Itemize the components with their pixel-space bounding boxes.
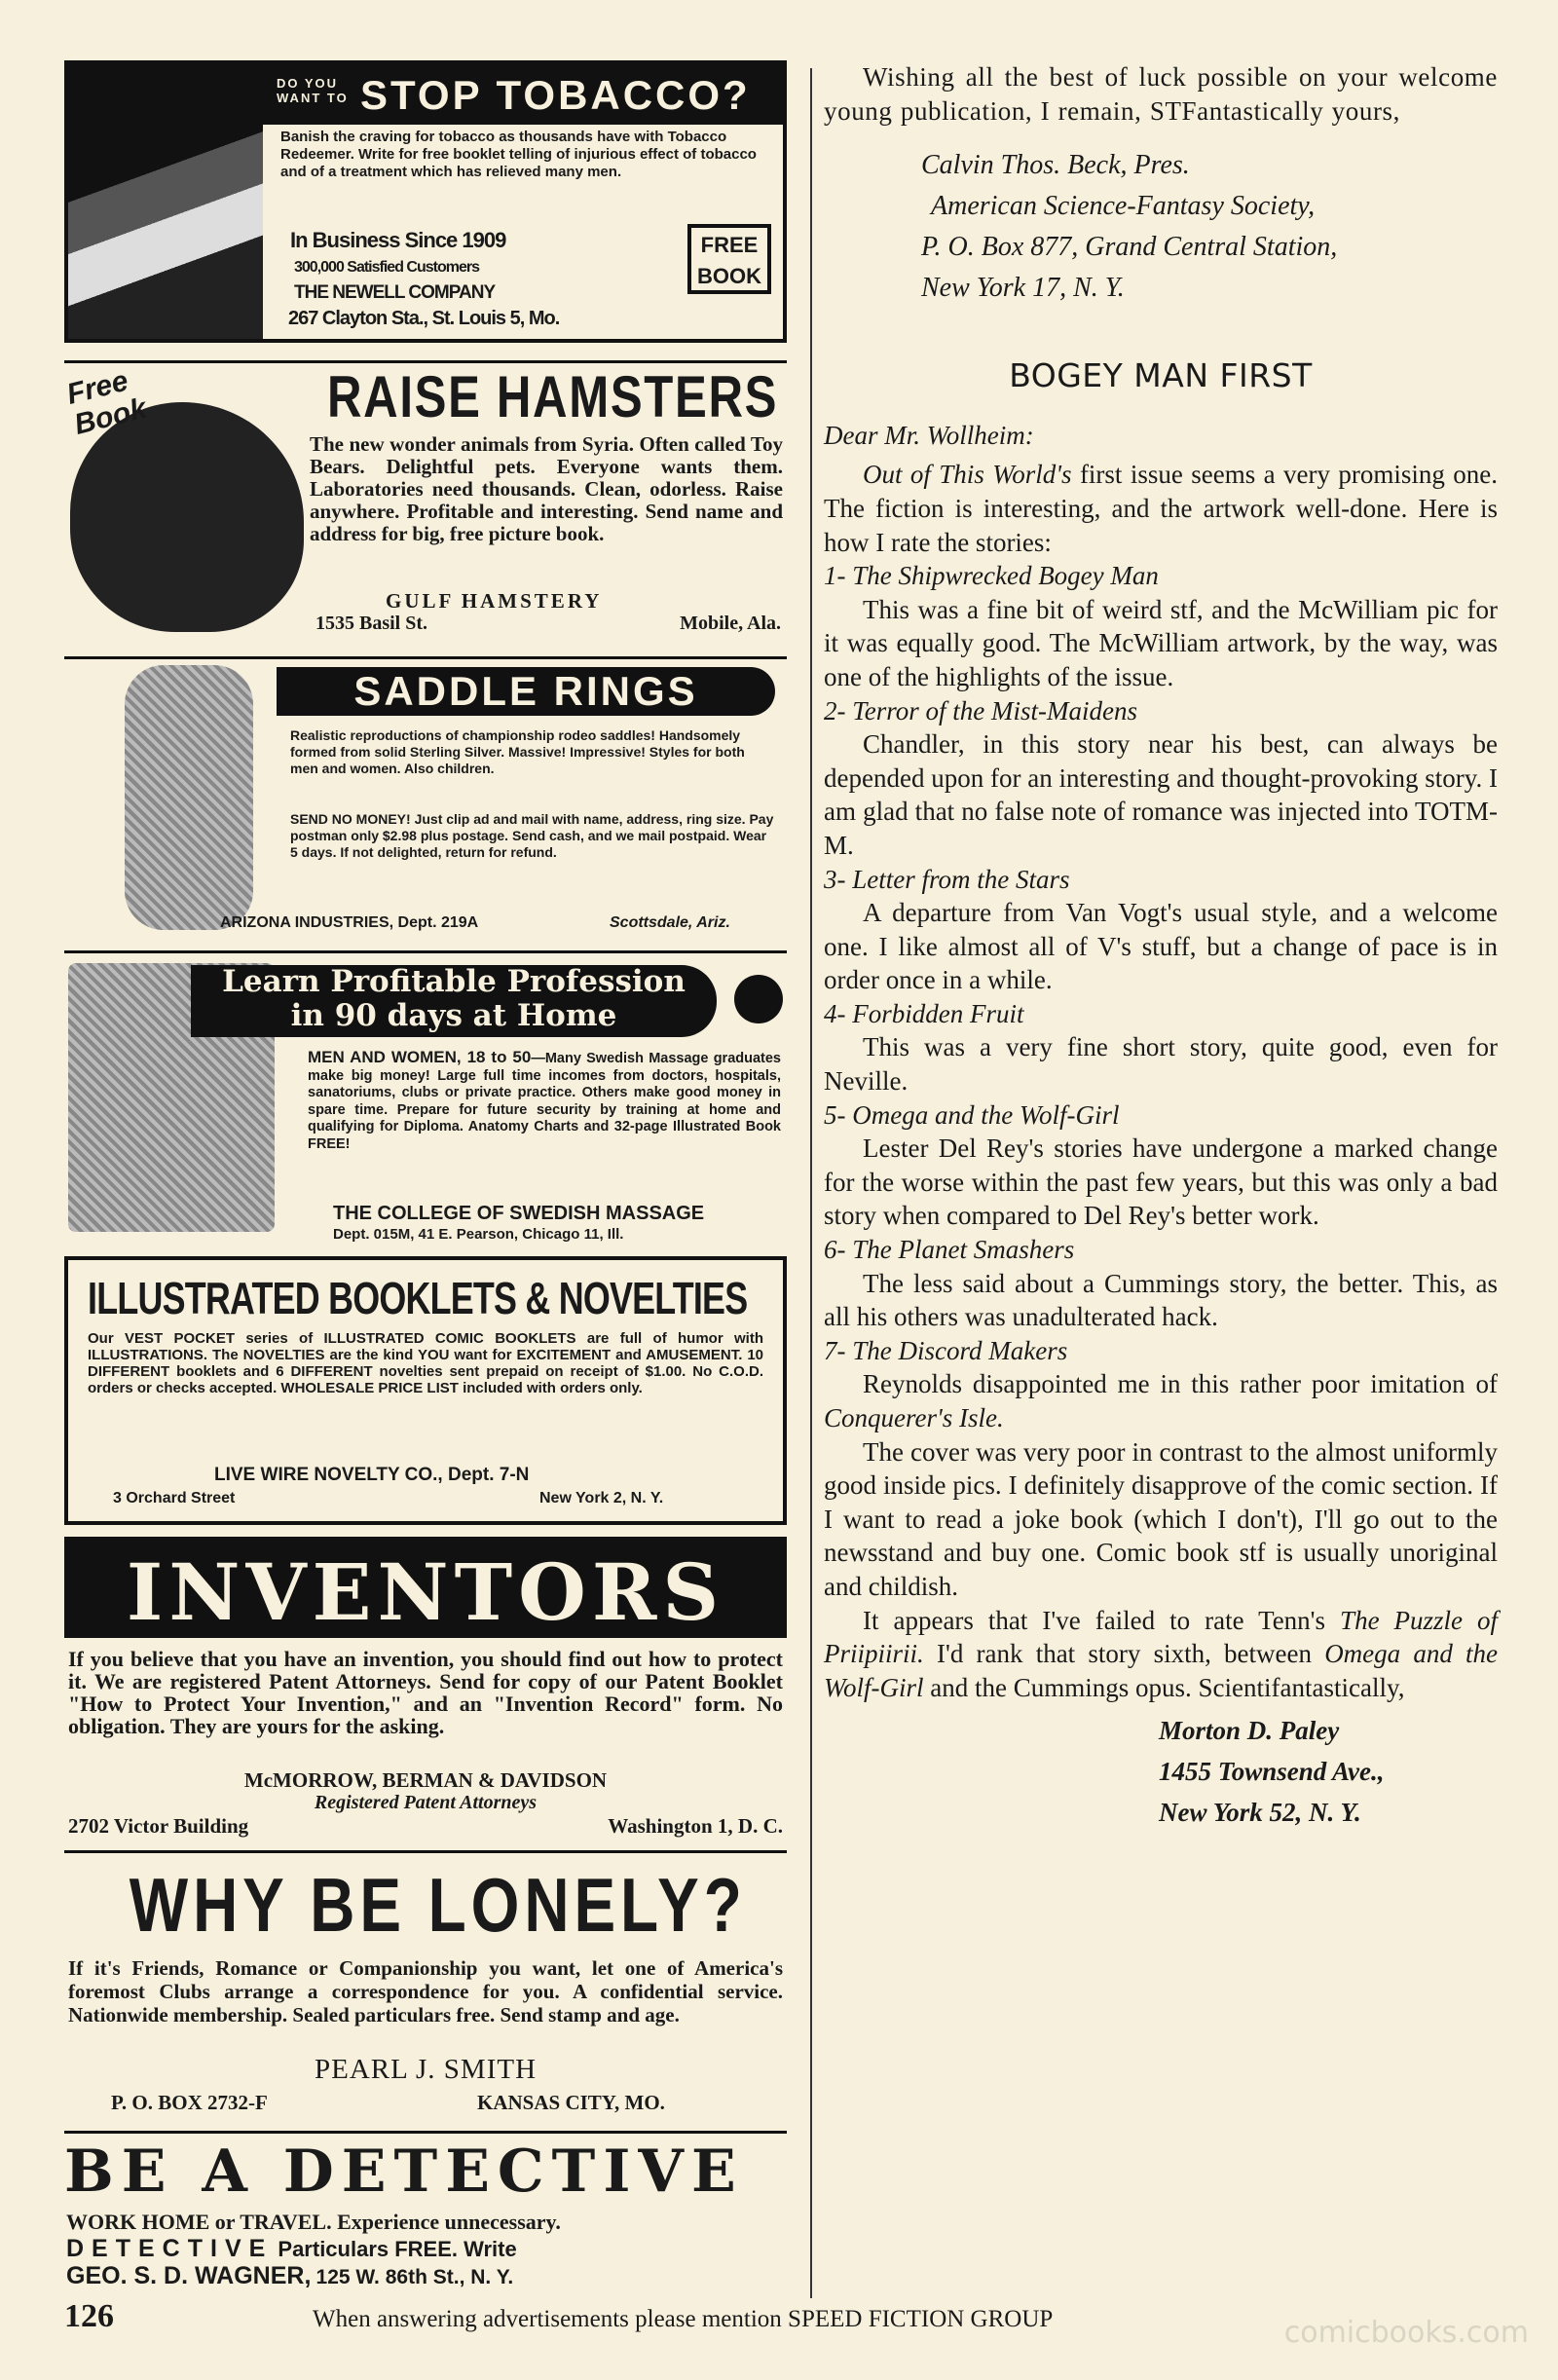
- booklets-headline: ILLUSTRATED BOOKLETS & NOVELTIES: [88, 1273, 748, 1323]
- booklets-company: LIVE WIRE NOVELTY CO., Dept. 7-N: [214, 1465, 530, 1485]
- tobacco-customers: 300,000 Satisfied Customers: [294, 259, 479, 276]
- rating-text: This was a fine bit of weird stf, and the McWilliam pic for it was equally good. The McWilliam artwork, by the way, was one of the highlights of the issue.: [824, 594, 1498, 691]
- hamster-body: The new wonder animals from Syria. Often called Toy Bears. Delightful pets. Everyone wants them. Laboratories need thousands. Clean, odorless. Raise anywhere. Profitable and interesting. Send name and address for big, free picture book.: [310, 432, 783, 545]
- tobacco-headline: STOP TOBACCO?: [360, 72, 751, 118]
- paley-intro-title: Out of This World's: [863, 460, 1072, 490]
- rating-text: [824, 1367, 1498, 1434]
- hamster-free-book-badge: Free Book: [63, 364, 150, 441]
- rating-text: Lester Del Rey's stories have undergone a marked change for the worse within the past few years, but this was only a bad story when compared to Del Rey's better work.: [824, 1134, 1498, 1231]
- ad-illustrated-booklets: [64, 1256, 787, 1525]
- detective-name: GEO. S. D. WAGNER,: [66, 2262, 312, 2289]
- beck-signature-line: P. O. Box 877, Grand Central Station,: [921, 232, 1338, 263]
- lonely-box: P. O. BOX 2732-F: [111, 2091, 268, 2114]
- detective-word: DETECTIVE: [66, 2235, 274, 2262]
- lonely-name: PEARL J. SMITH: [314, 2054, 538, 2085]
- tenn-text-a: It appears that I've failed to rate Tenn's: [863, 1605, 1326, 1635]
- rating-text: This was a very fine short story, quite good, even for Neville.: [824, 1032, 1498, 1097]
- booklets-body: Our VEST POCKET series of ILLUSTRATED COMIC BOOKLETS are full of humor with ILLUSTRATIONS. The NOVELTIES are the kind YOU want for EXCITEMENT and AMUSEMENT. 10 DIFFERENT booklets and 6 DIFFERENT novelties sent prepaid on receipt of $1.00. No C.O.D. orders or checks accepted. WHOLESALE PRICE LIST included with orders only.: [88, 1330, 763, 1396]
- page-number: 126: [64, 2298, 114, 2334]
- hamster-company: GULF HAMSTERY: [386, 589, 603, 613]
- paley-intro-text: first issue seems a very promising one. The fiction is interesting, and the artwork well-done. Here is how I rate the stories:: [824, 460, 1498, 557]
- story-ratings: [824, 559, 1498, 1434]
- footer-notice: When answering advertisements please mention SPEED FICTION GROUP: [313, 2306, 1054, 2332]
- column-divider: [810, 68, 812, 2298]
- detective-line-1: WORK HOME or TRAVEL. Experience unnecessary.: [66, 2210, 561, 2234]
- beck-signature: [824, 145, 1498, 309]
- paley-signature-line: Morton D. Paley: [1159, 1716, 1340, 1746]
- saddle-company: ARIZONA INDUSTRIES, Dept. 219A: [220, 914, 479, 931]
- massage-headline-2: in 90 days at Home: [290, 998, 617, 1033]
- booklets-city: New York 2, N. Y.: [539, 1490, 664, 1506]
- tobacco-company: THE NEWELL COMPANY: [294, 282, 496, 303]
- rating-text: The less said about a Cummings story, the better. This, as all his others was unadulterated hack.: [824, 1268, 1498, 1332]
- rating-title: 5- Omega and the Wolf-Girl: [824, 1099, 1120, 1130]
- beck-signature-line: New York 17, N. Y.: [921, 273, 1125, 304]
- rating-text: Chandler, in this story near his best, can always be depended upon for an interesting and thought-provoking story. I am glad that no false note of romance was injected into TOTM-M.: [824, 729, 1498, 860]
- hamster-headline: RAISE HAMSTERS: [327, 364, 779, 429]
- ad-raise-hamsters: [64, 360, 787, 643]
- letters-column: [824, 60, 1498, 1833]
- ad-swedish-massage: [64, 950, 787, 1243]
- discord-book-title: Conquerer's Isle.: [824, 1403, 1004, 1432]
- inventors-city: Washington 1, D. C.: [608, 1814, 783, 1838]
- ad-stop-tobacco: [64, 60, 787, 343]
- letter-heading: BOGEY MAN FIRST: [1009, 356, 1313, 395]
- inventors-headline: INVENTORS: [126, 1546, 725, 1638]
- massage-headline-bar: [191, 965, 717, 1037]
- inventors-body: If you believe that you have an invention, you should find out how to protect it. We are registered Patent Attorneys. Send for copy of our Patent Booklet "How to Protect Your Invention," and an "Invention Record" form. No obligation. They are yours for the asking.: [68, 1647, 783, 1738]
- tobacco-address: 267 Clayton Sta., St. Louis 5, Mo.: [288, 308, 560, 329]
- detective-address: 125 W. 86th St., N. Y.: [315, 2266, 514, 2288]
- tobacco-since: In Business Since 1909: [290, 228, 506, 252]
- detective-particulars: Particulars FREE. Write: [278, 2237, 517, 2261]
- tenn-text-b: I'd rank that story sixth, between: [936, 1639, 1312, 1669]
- beck-signature-line: American Science-Fantasy Society,: [931, 191, 1316, 222]
- paley-signature-line: 1455 Townsend Ave.,: [1159, 1757, 1385, 1787]
- tobacco-kicker-1: DO YOU: [277, 76, 339, 91]
- lonely-headline: WHY BE LONELY?: [129, 1862, 747, 1948]
- ad-be-a-detective: [64, 2131, 787, 2288]
- ad-why-be-lonely: [64, 1850, 787, 2125]
- beck-letter-closing: Wishing all the best of luck possible on your welcome young publication, I remain, STFantastically yours,: [824, 62, 1498, 126]
- beck-signature-line: Calvin Thos. Beck, Pres.: [921, 150, 1190, 181]
- smoker-illustration: [68, 64, 263, 339]
- ad-saddle-rings: [64, 656, 787, 939]
- hamster-illustration: [70, 402, 304, 632]
- saddle-offer: SEND NO MONEY! Just clip ad and mail with name, address, ring size. Pay postman only $2.98 plus postage. Send cash, and we mail postpaid. Wear 5 days. If not delighted, return for refund.: [290, 811, 774, 860]
- massage-address: Dept. 015M, 41 E. Pearson, Chicago 11, Ill.: [333, 1226, 624, 1243]
- ad-inventors: [64, 1537, 787, 1848]
- inventors-building: 2702 Victor Building: [68, 1814, 249, 1838]
- lonely-city: KANSAS CITY, MO.: [477, 2091, 665, 2114]
- rating-title: 4- Forbidden Fruit: [824, 998, 1024, 1028]
- paley-cover-paragraph: The cover was very poor in contrast to the almost uniformly good inside pics. I definitely disapprove of the comic section. If I want to read a joke book (which I don't), I'll go out to the newsstand and buy one. Comic book stf is usually unoriginal and childish.: [824, 1436, 1498, 1601]
- inventors-subtitle: Registered Patent Attorneys: [314, 1792, 538, 1813]
- lonely-body: If it's Friends, Romance or Companionship you want, let one of America's foremost Clubs arrange a correspondence for you. A confidential service. Nationwide membership. Sealed particulars free. Send stamp and age.: [68, 1956, 783, 2027]
- watermark: comicbooks.com: [1283, 2316, 1529, 2350]
- detective-line-3: [66, 2262, 513, 2290]
- paley-signature: [824, 1710, 1498, 1833]
- saddle-body: Realistic reproductions of championship rodeo saddles! Handsomely formed from solid Sterling Silver. Massive! Impressive! Styles for both men and women. Also children.: [290, 727, 745, 776]
- tobacco-headline-bar: [263, 64, 783, 125]
- tobacco-kicker-2: WANT TO: [277, 91, 349, 105]
- hamster-street: 1535 Basil St.: [315, 613, 428, 634]
- hamster-city: Mobile, Ala.: [680, 613, 781, 634]
- massage-headline-1: Learn Profitable Profession: [222, 964, 686, 999]
- rating-text-body: Reynolds disappointed me in this rather poor imitation of: [863, 1369, 1498, 1399]
- tobacco-free-book-box: FREE BOOK: [687, 224, 771, 294]
- tenn-text-c: and the Cummings opus. Scientifantastically,: [930, 1672, 1405, 1702]
- rating-title: 2- Terror of the Mist-Maidens: [824, 695, 1137, 725]
- rating-text: A departure from Van Vogt's usual style, and a welcome one. I like almost all of V's stuff, but a change of pace is in order once in a while.: [824, 898, 1498, 995]
- saddle-headline: SADDLE RINGS: [277, 667, 775, 716]
- rating-title: 3- Letter from the Stars: [824, 864, 1070, 894]
- inventors-firm: McMORROW, BERMAN & DAVIDSON: [243, 1768, 608, 1792]
- massage-body-lead: MEN AND WOMEN, 18 to 50: [308, 1048, 532, 1066]
- detective-line-2: [66, 2235, 517, 2263]
- rating-title: 6- The Planet Smashers: [824, 1235, 1075, 1265]
- massage-company: THE COLLEGE OF SWEDISH MASSAGE: [333, 1203, 705, 1224]
- paley-signature-line: New York 52, N. Y.: [1159, 1798, 1361, 1828]
- rating-title: 1- The Shipwrecked Bogey Man: [824, 561, 1159, 591]
- paley-tenn-paragraph: [824, 1604, 1498, 1705]
- paley-intro: [824, 458, 1498, 559]
- tenn-story-title: The Puzzle of Priipiirii.: [824, 1605, 1499, 1669]
- massage-dot: [734, 975, 783, 1023]
- tobacco-body: Banish the craving for tobacco as thousands have with Tobacco Redeemer. Write for free booklet telling of injurious effect of tobacco and of a treatment which has relieved many men.: [280, 129, 757, 180]
- paley-salutation: Dear Mr. Wollheim:: [824, 420, 1034, 450]
- saddle-city: Scottsdale, Ariz.: [610, 914, 730, 931]
- inventors-headline-bar: [64, 1537, 787, 1638]
- tenn-omega-title: Omega and the Wolf-Girl: [824, 1639, 1499, 1702]
- booklets-street: 3 Orchard Street: [113, 1490, 236, 1506]
- massage-body-text: —Many Swedish Massage graduates make big money! Large full time incomes from doctors, hospitals, sanatoriums, clubs or private practice. Others make good money in spare time. Prepare for future security by training at home and qualifying for Diploma. Anatomy Charts and 32-page Illustrated Book FREE!: [308, 1051, 781, 1152]
- saddle-ring-illustration: [125, 665, 253, 930]
- massage-body: [308, 1049, 781, 1154]
- rating-title: 7- The Discord Makers: [824, 1335, 1068, 1365]
- detective-headline: BE A DETECTIVE: [64, 2138, 744, 2206]
